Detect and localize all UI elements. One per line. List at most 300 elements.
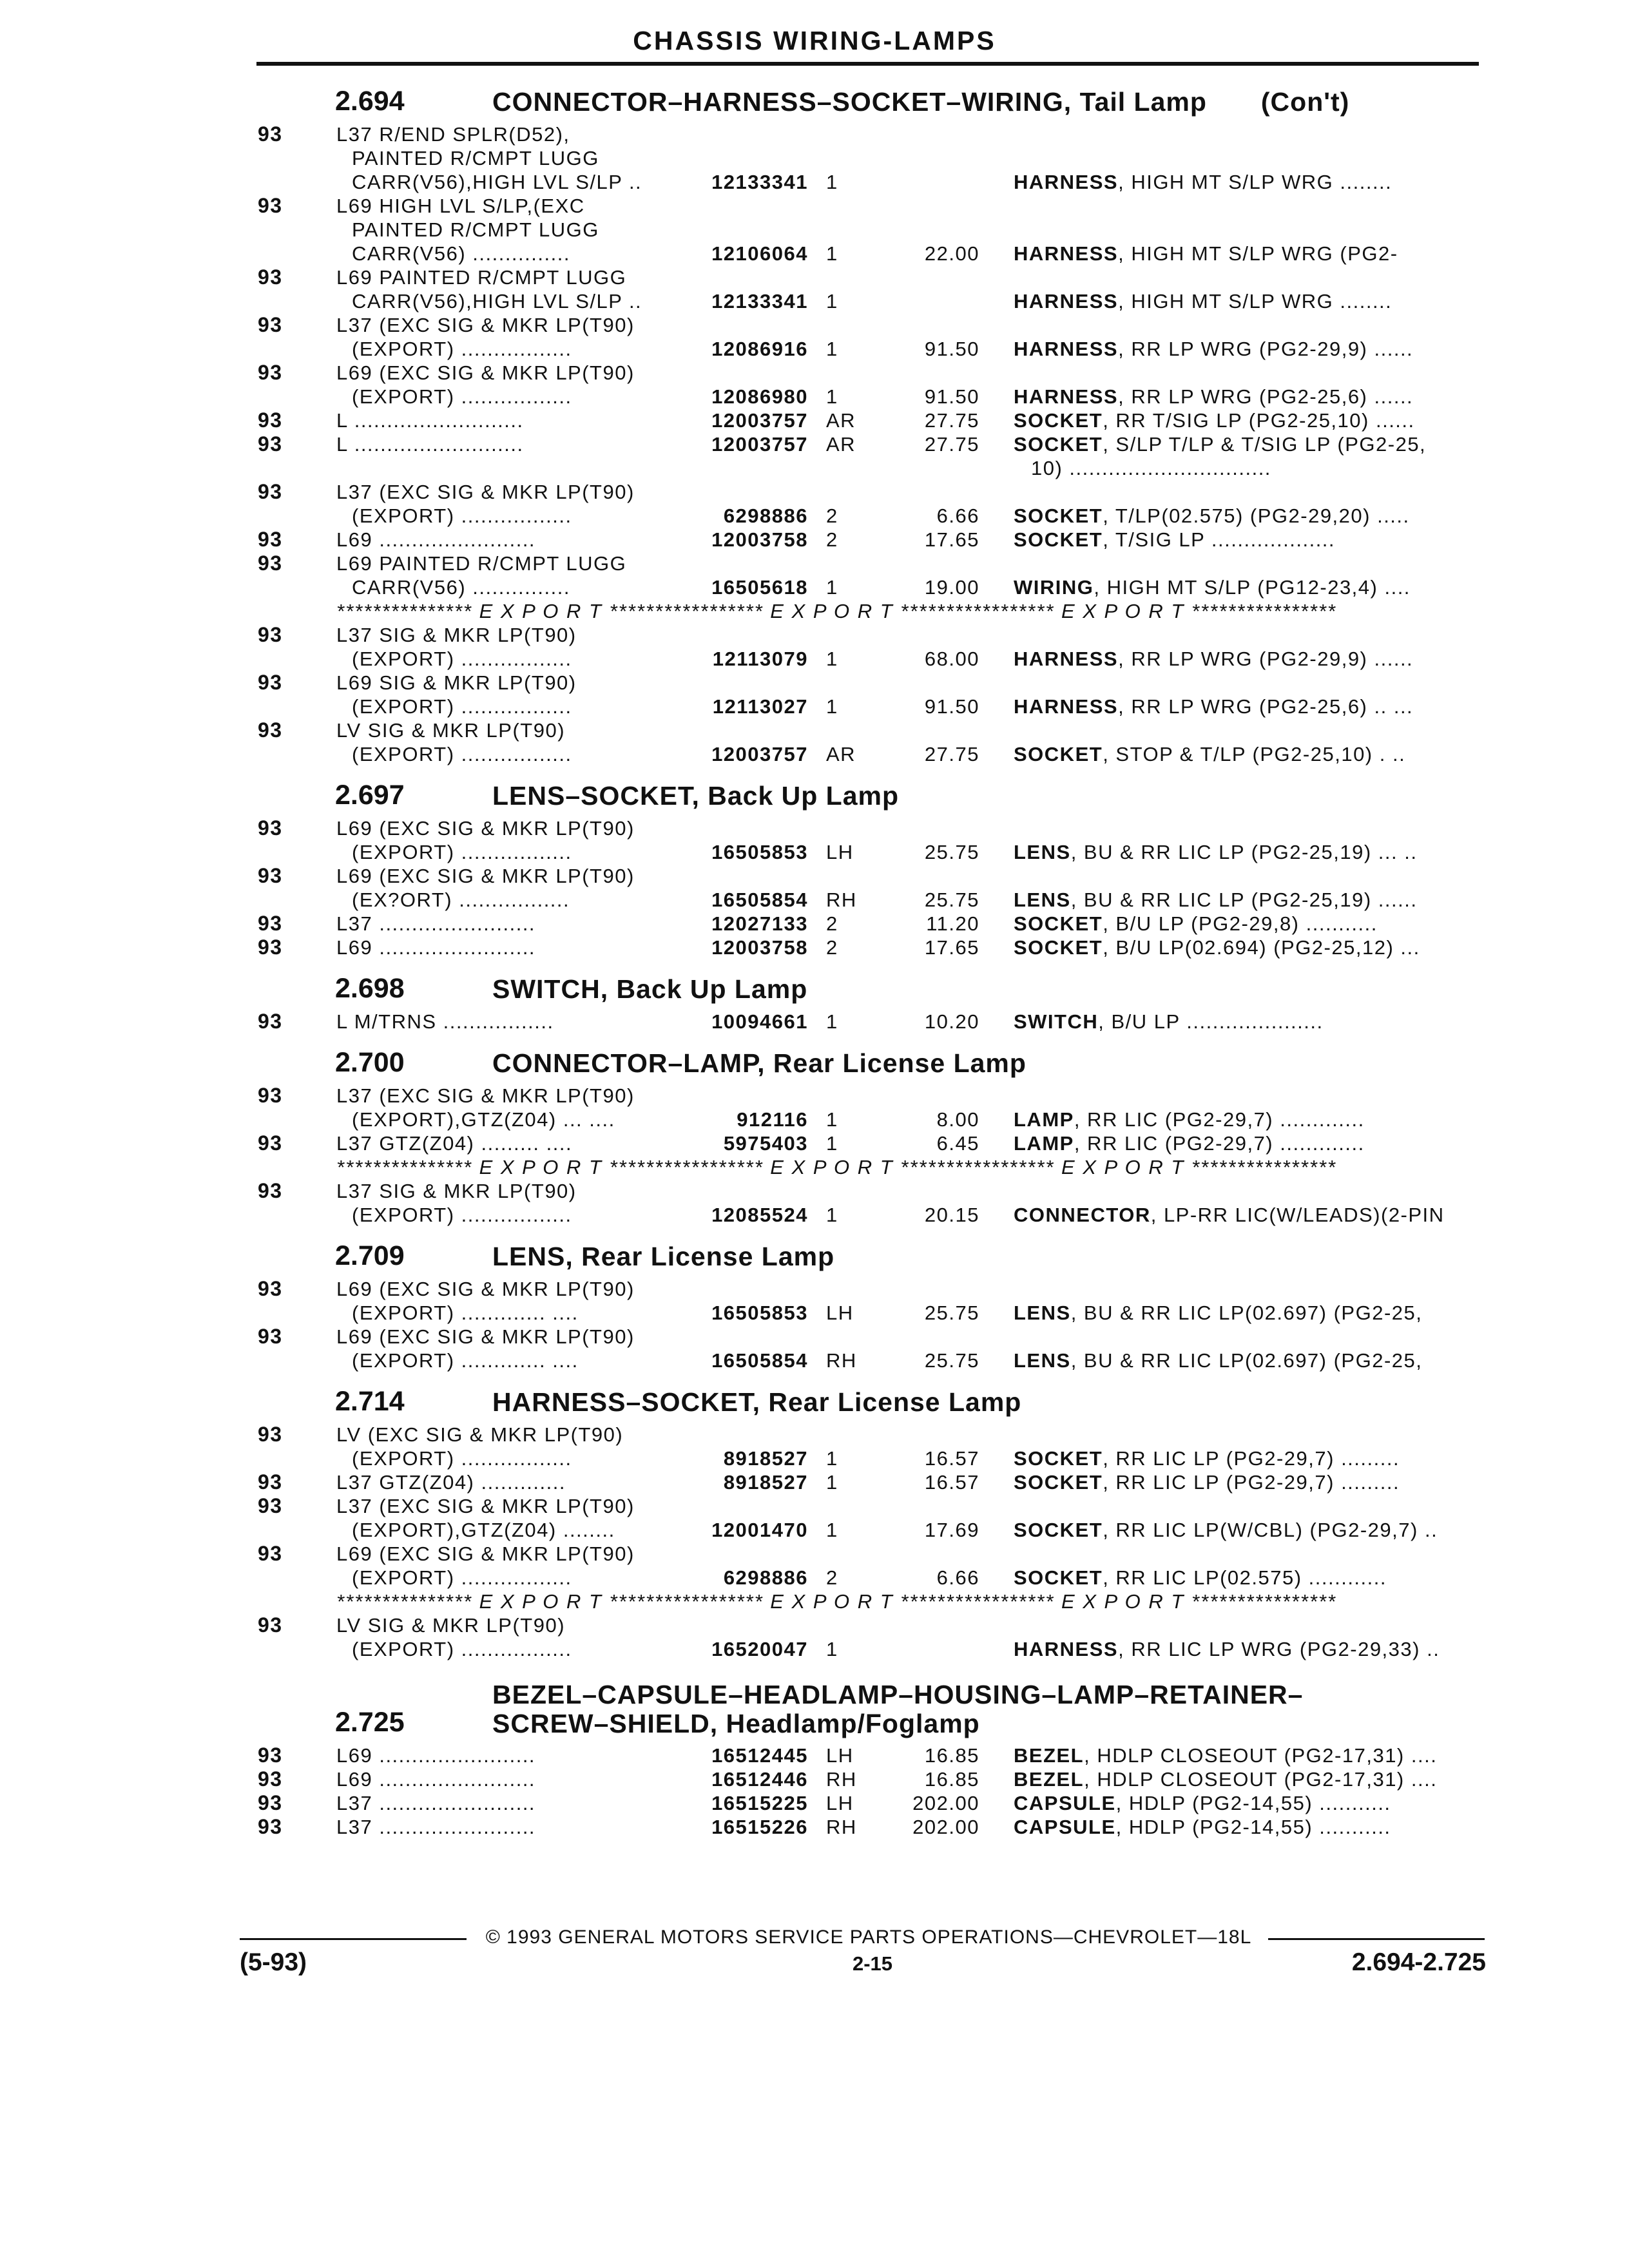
part-description-text: , HDLP CLOSEOUT (PG2-17,31) .... xyxy=(1084,1768,1438,1791)
quantity: RH xyxy=(826,1768,857,1791)
entry-line xyxy=(0,718,1629,742)
part-name: WIRING xyxy=(1014,576,1094,599)
entry-line xyxy=(0,575,1629,599)
section-number: 2.714 xyxy=(335,1386,405,1417)
quantity: 2 xyxy=(826,528,838,551)
entry-line xyxy=(0,671,1629,695)
quantity: 1 xyxy=(826,1108,838,1131)
quantity: 1 xyxy=(826,242,838,265)
part-entry xyxy=(0,1542,1629,1590)
section-title xyxy=(492,1242,834,1272)
part-name: SOCKET xyxy=(1014,1566,1103,1589)
quantity: 1 xyxy=(826,338,838,360)
quantity: 1 xyxy=(826,1132,838,1155)
part-number: 16512446 xyxy=(711,1768,808,1791)
section-header xyxy=(0,1375,1629,1423)
model-year: 93 xyxy=(258,1470,283,1494)
model-year: 93 xyxy=(258,1744,283,1767)
application-text: L69 SIG & MKR LP(T90) xyxy=(336,671,577,694)
application-text: L69 ........................ xyxy=(336,1744,536,1767)
part-name: HARNESS xyxy=(1014,338,1119,360)
part-entry xyxy=(0,1744,1629,1767)
part-description-text: , T/LP(02.575) (PG2-29,20) ..... xyxy=(1103,505,1410,527)
price: 16.85 xyxy=(924,1768,979,1791)
price: 91.50 xyxy=(924,385,979,408)
entry-line xyxy=(0,122,1629,146)
model-year: 93 xyxy=(258,1613,283,1637)
part-description-text: , T/SIG LP ................... xyxy=(1103,528,1336,551)
model-year: 93 xyxy=(258,552,283,575)
application-text: (EXPORT) ............. .... xyxy=(352,1349,579,1372)
model-year: 93 xyxy=(258,361,283,384)
part-number: 912116 xyxy=(737,1108,808,1131)
entry-line xyxy=(0,480,1629,504)
part-entry xyxy=(0,313,1629,361)
part-description xyxy=(1014,1349,1478,1372)
part-entry xyxy=(0,1325,1629,1372)
application-text: L69 (EXC SIG & MKR LP(T90) xyxy=(336,865,635,887)
entry-line xyxy=(0,888,1629,912)
part-entry xyxy=(0,864,1629,912)
price: 8.00 xyxy=(936,1108,979,1131)
application-text: L M/TRNS ................. xyxy=(336,1010,554,1033)
model-year: 93 xyxy=(258,432,283,456)
price: 27.75 xyxy=(924,409,979,432)
part-name: LENS xyxy=(1014,841,1071,863)
part-number: 16505853 xyxy=(711,841,808,863)
quantity: AR xyxy=(826,433,856,456)
application-text: PAINTED R/CMPT LUGG xyxy=(352,218,599,241)
part-entry xyxy=(0,936,1629,959)
application-text: (EXPORT) ................. xyxy=(352,1638,572,1660)
entry-line xyxy=(0,1744,1629,1767)
entry-line xyxy=(0,194,1629,218)
entry-line xyxy=(0,289,1629,313)
entry-line xyxy=(0,912,1629,936)
price: 16.85 xyxy=(924,1744,979,1767)
part-entry xyxy=(0,432,1629,480)
entry-line xyxy=(0,313,1629,337)
part-entry xyxy=(0,912,1629,936)
application-text: (EXPORT) ................. xyxy=(352,385,572,408)
application-text: CARR(V56) ............... xyxy=(352,576,570,599)
application-text: L .......................... xyxy=(336,409,524,432)
part-description-text: , RR LIC LP(02.575) ............ xyxy=(1103,1566,1387,1589)
part-name: HARNESS xyxy=(1014,385,1119,408)
application-text: CARR(V56),HIGH LVL S/LP .. xyxy=(352,290,642,312)
application-text: L37 (EXC SIG & MKR LP(T90) xyxy=(336,1495,635,1517)
part-number: 16520047 xyxy=(711,1638,808,1660)
part-description xyxy=(1014,1301,1478,1325)
price: 91.50 xyxy=(924,338,979,360)
application-text: (EXPORT) ................. xyxy=(352,841,572,863)
part-description xyxy=(1014,742,1478,766)
section-header xyxy=(0,1229,1629,1277)
part-description xyxy=(1014,840,1478,864)
part-description xyxy=(1014,1446,1478,1470)
application-text: L69 HIGH LVL S/LP,(EXC xyxy=(336,195,585,217)
part-name: HARNESS xyxy=(1014,290,1119,312)
entry-line xyxy=(0,1108,1629,1131)
section-header xyxy=(0,962,1629,1010)
application-text: L37 SIG & MKR LP(T90) xyxy=(336,624,577,646)
part-description-text: , HIGH MT S/LP (PG12-23,4) .... xyxy=(1094,576,1411,599)
price: 20.15 xyxy=(924,1204,979,1226)
part-description xyxy=(1014,337,1478,361)
entry-line xyxy=(0,1791,1629,1815)
entry-line xyxy=(0,1277,1629,1301)
entry-line xyxy=(0,1518,1629,1542)
part-number: 16512445 xyxy=(711,1744,808,1767)
part-name: SOCKET xyxy=(1014,1471,1103,1494)
quantity: RH xyxy=(826,1816,857,1838)
part-entry xyxy=(0,1423,1629,1470)
part-name: HARNESS xyxy=(1014,648,1119,670)
entry-line xyxy=(0,695,1629,718)
model-year: 93 xyxy=(258,1277,283,1300)
application-text: LV SIG & MKR LP(T90) xyxy=(336,1614,566,1637)
application-text: L69 PAINTED R/CMPT LUGG xyxy=(336,266,627,289)
application-text: L37 (EXC SIG & MKR LP(T90) xyxy=(336,314,635,336)
part-description xyxy=(1014,1744,1478,1767)
part-description-text: , RR T/SIG LP (PG2-25,10) ...... xyxy=(1103,409,1415,432)
price: 11.20 xyxy=(926,912,979,935)
part-entry xyxy=(0,528,1629,552)
part-description-text: , S/LP T/LP & T/SIG LP (PG2-25, xyxy=(1103,433,1427,456)
part-name: LAMP xyxy=(1014,1132,1074,1155)
application-text: L69 (EXC SIG & MKR LP(T90) xyxy=(336,817,635,840)
section-title xyxy=(492,1680,1303,1738)
part-name: LENS xyxy=(1014,1302,1071,1324)
entry-line xyxy=(0,1423,1629,1446)
part-description-text: , HDLP (PG2-14,55) ........... xyxy=(1115,1816,1391,1838)
quantity: 2 xyxy=(826,912,838,935)
quantity: LH xyxy=(826,841,854,863)
quantity: 1 xyxy=(826,1010,838,1033)
part-entry xyxy=(0,1084,1629,1131)
quantity: 1 xyxy=(826,648,838,670)
application-text: (EXPORT) ................. xyxy=(352,1447,572,1470)
part-description xyxy=(1014,575,1478,599)
part-description xyxy=(1014,1010,1478,1033)
application-text: L37 GTZ(Z04) ......... .... xyxy=(336,1132,573,1155)
entry-line xyxy=(0,1349,1629,1372)
footer-rule-left xyxy=(240,1938,467,1940)
part-name: SOCKET xyxy=(1014,1447,1103,1470)
application-text: L69 (EXC SIG & MKR LP(T90) xyxy=(336,1278,635,1300)
part-entry xyxy=(0,194,1629,265)
part-name: CAPSULE xyxy=(1014,1816,1116,1838)
part-description xyxy=(1014,912,1478,936)
part-number: 10094661 xyxy=(711,1010,808,1033)
part-name: HARNESS xyxy=(1014,1638,1119,1660)
section-title xyxy=(492,1387,1021,1418)
entry-line xyxy=(0,432,1629,456)
part-name: SOCKET xyxy=(1014,433,1103,456)
part-number: 12003758 xyxy=(711,528,808,551)
part-number: 12133341 xyxy=(711,171,808,193)
part-description xyxy=(1014,1637,1478,1661)
section-number: 2.700 xyxy=(335,1047,405,1078)
catalog-content xyxy=(0,72,1629,1839)
application-text: L37 SIG & MKR LP(T90) xyxy=(336,1180,577,1202)
model-year: 93 xyxy=(258,816,283,840)
price: 27.75 xyxy=(924,433,979,456)
price: 27.75 xyxy=(924,743,979,765)
application-text: (EXPORT),GTZ(Z04) ... .... xyxy=(352,1108,615,1131)
part-description xyxy=(1014,528,1478,552)
section-header xyxy=(0,1664,1629,1744)
part-name: LENS xyxy=(1014,1349,1071,1372)
section-number: 2.694 xyxy=(335,86,405,117)
entry-line xyxy=(0,1010,1629,1033)
application-text: L37 (EXC SIG & MKR LP(T90) xyxy=(336,481,635,503)
part-description-text: , HIGH MT S/LP WRG ........ xyxy=(1118,290,1393,312)
part-description-text: , RR LIC LP (PG2-29,7) ......... xyxy=(1103,1471,1400,1494)
entry-line xyxy=(0,623,1629,647)
part-description xyxy=(1014,289,1478,313)
part-number: 5975403 xyxy=(723,1132,808,1155)
part-number: 16505618 xyxy=(711,576,808,599)
model-year: 93 xyxy=(258,480,283,503)
model-year: 93 xyxy=(258,912,283,935)
part-description xyxy=(1014,1518,1478,1542)
part-description-text: , RR LIC LP WRG (PG2-29,33) .. xyxy=(1118,1638,1440,1660)
application-text: (EXPORT) ................. xyxy=(352,505,572,527)
entry-line xyxy=(0,1637,1629,1661)
part-number: 12113079 xyxy=(712,648,808,670)
entry-line xyxy=(0,1446,1629,1470)
part-number: 12133341 xyxy=(711,290,808,312)
part-description-text: , RR LP WRG (PG2-25,6) .. ... xyxy=(1118,695,1414,718)
part-description-text: , STOP & T/LP (PG2-25,10) . .. xyxy=(1103,743,1406,765)
application-text: L69 (EXC SIG & MKR LP(T90) xyxy=(336,361,635,384)
price: 6.66 xyxy=(936,1566,979,1589)
part-description-text: 10) ............................... xyxy=(1031,457,1271,479)
part-entry xyxy=(0,1010,1629,1033)
part-number: 12106064 xyxy=(711,242,808,265)
entry-line xyxy=(0,1470,1629,1494)
entry-line xyxy=(0,936,1629,959)
model-year: 93 xyxy=(258,528,283,551)
entry-line xyxy=(0,337,1629,361)
part-number: 12086980 xyxy=(711,385,808,408)
part-description xyxy=(1031,456,1478,480)
section-title-text: SWITCH, Back Up Lamp xyxy=(492,974,808,1004)
entry-line xyxy=(0,265,1629,289)
price: 6.66 xyxy=(936,505,979,527)
part-number: 12086916 xyxy=(711,338,808,360)
part-description xyxy=(1014,888,1478,912)
price: 17.65 xyxy=(924,936,979,959)
part-name: CAPSULE xyxy=(1014,1792,1116,1814)
part-description xyxy=(1014,170,1478,194)
section-title xyxy=(492,974,807,1004)
price: 19.00 xyxy=(924,576,979,599)
quantity: 1 xyxy=(826,1519,838,1541)
model-year: 93 xyxy=(258,718,283,742)
part-number: 12001470 xyxy=(711,1519,808,1541)
export-divider: *************** E X P O R T ***************** E X P O R T ***************** E X P O R T **************** xyxy=(336,1156,1336,1178)
entry-line xyxy=(0,1084,1629,1108)
model-year: 93 xyxy=(258,1791,283,1814)
price: 16.57 xyxy=(924,1447,979,1470)
model-year: 93 xyxy=(258,1542,283,1565)
quantity: 1 xyxy=(826,1447,838,1470)
section-title xyxy=(492,87,1349,117)
part-description xyxy=(1014,1131,1478,1155)
part-entry xyxy=(0,1179,1629,1227)
part-name: CONNECTOR xyxy=(1014,1204,1151,1226)
price: 25.75 xyxy=(924,841,979,863)
application-text: L37 GTZ(Z04) ............. xyxy=(336,1471,566,1494)
part-number: 6298886 xyxy=(723,505,808,527)
entry-line xyxy=(0,1203,1629,1227)
part-name: SOCKET xyxy=(1014,743,1103,765)
application-text: (EXPORT) ................. xyxy=(352,1566,572,1589)
part-entry xyxy=(0,671,1629,718)
part-number: 8918527 xyxy=(723,1447,808,1470)
part-description xyxy=(1014,1815,1478,1839)
part-entry xyxy=(0,1494,1629,1542)
application-text: (EXPORT),GTZ(Z04) ........ xyxy=(352,1519,615,1541)
model-year: 93 xyxy=(258,1815,283,1838)
quantity: 1 xyxy=(826,290,838,312)
entry-line xyxy=(0,647,1629,671)
section-number: 2.725 xyxy=(335,1707,405,1738)
part-name: LAMP xyxy=(1014,1108,1074,1131)
entry-line xyxy=(0,816,1629,840)
entry-line xyxy=(0,1301,1629,1325)
part-description-text: , HIGH MT S/LP WRG ........ xyxy=(1118,171,1393,193)
application-text: L .......................... xyxy=(336,433,524,456)
part-entry xyxy=(0,1613,1629,1661)
section-number: 2.709 xyxy=(335,1240,405,1271)
quantity: 1 xyxy=(826,1204,838,1226)
application-text: L69 PAINTED R/CMPT LUGG xyxy=(336,552,627,575)
price: 6.45 xyxy=(936,1132,979,1155)
price: 25.75 xyxy=(924,1349,979,1372)
quantity: LH xyxy=(826,1302,854,1324)
model-year: 93 xyxy=(258,1494,283,1517)
part-description-text: , B/U LP (PG2-29,8) ........... xyxy=(1103,912,1378,935)
section-title-text: LENS, Rear License Lamp xyxy=(492,1242,835,1271)
section-title-text: LENS–SOCKET, Back Up Lamp xyxy=(492,781,900,811)
quantity: LH xyxy=(826,1744,854,1767)
part-name: LENS xyxy=(1014,889,1071,911)
model-year: 93 xyxy=(258,1179,283,1202)
model-year: 93 xyxy=(258,313,283,336)
entry-line xyxy=(0,840,1629,864)
entry-line xyxy=(0,1613,1629,1637)
entry-line xyxy=(0,864,1629,888)
part-entry xyxy=(0,361,1629,408)
application-text: (EXPORT) ................. xyxy=(352,743,572,765)
part-description-text: , HIGH MT S/LP WRG (PG2- xyxy=(1118,242,1398,265)
part-number: 6298886 xyxy=(723,1566,808,1589)
part-name: BEZEL xyxy=(1014,1768,1084,1791)
price: 10.20 xyxy=(924,1010,979,1033)
part-entry xyxy=(0,1767,1629,1791)
part-description-text: , BU & RR LIC LP (PG2-25,19) ...... xyxy=(1070,889,1418,911)
part-name: HARNESS xyxy=(1014,242,1119,265)
model-year: 93 xyxy=(258,671,283,694)
part-description xyxy=(1014,647,1478,671)
part-number: 12113027 xyxy=(712,695,808,718)
application-text: L37 (EXC SIG & MKR LP(T90) xyxy=(336,1084,635,1107)
part-number: 12003758 xyxy=(711,936,808,959)
quantity: LH xyxy=(826,1792,854,1814)
part-name: BEZEL xyxy=(1014,1744,1084,1767)
part-entry xyxy=(0,552,1629,599)
part-entry xyxy=(0,122,1629,194)
application-text: PAINTED R/CMPT LUGG xyxy=(352,147,599,169)
part-name: SOCKET xyxy=(1014,936,1103,959)
export-divider: *************** E X P O R T ***************** E X P O R T ***************** E X P O R T **************** xyxy=(336,1590,1336,1613)
part-number: 16505854 xyxy=(711,1349,808,1372)
model-year: 93 xyxy=(258,265,283,289)
part-description xyxy=(1014,1108,1478,1131)
section-title-line2: SCREW–SHIELD, Headlamp/Foglamp xyxy=(492,1709,980,1738)
price: 17.69 xyxy=(924,1519,979,1541)
entry-line xyxy=(0,456,1629,480)
part-description-text: , RR LP WRG (PG2-25,6) ...... xyxy=(1118,385,1414,408)
entry-line xyxy=(0,146,1629,170)
entry-line xyxy=(0,170,1629,194)
application-text: L69 ........................ xyxy=(336,1768,536,1791)
application-text: L37 ........................ xyxy=(336,912,536,935)
part-description xyxy=(1014,504,1478,528)
price: 91.50 xyxy=(924,695,979,718)
model-year: 93 xyxy=(258,122,283,146)
application-text: L37 R/END SPLR(D52), xyxy=(336,123,570,146)
section-number: 2.697 xyxy=(335,780,405,811)
section-number: 2.698 xyxy=(335,973,405,1004)
price: 202.00 xyxy=(912,1792,979,1814)
part-entry xyxy=(0,1791,1629,1815)
quantity: AR xyxy=(826,409,856,432)
part-description-text: , BU & RR LIC LP(02.697) (PG2-25, xyxy=(1070,1302,1423,1324)
part-name: SOCKET xyxy=(1014,912,1103,935)
entry-line xyxy=(0,528,1629,552)
quantity: 1 xyxy=(826,385,838,408)
footer-page-number: 2-15 xyxy=(852,1952,893,1975)
part-name: SOCKET xyxy=(1014,1519,1103,1541)
part-description-text: , RR LP WRG (PG2-29,9) ...... xyxy=(1118,338,1414,360)
application-text: L69 ........................ xyxy=(336,528,536,551)
part-number: 16505853 xyxy=(711,1302,808,1324)
part-description xyxy=(1014,1203,1478,1227)
section-title-text: BEZEL–CAPSULE–HEADLAMP–HOUSING–LAMP–RETAINER– xyxy=(492,1680,1304,1709)
quantity: 1 xyxy=(826,1638,838,1660)
application-text: LV SIG & MKR LP(T90) xyxy=(336,719,566,742)
part-description xyxy=(1014,1470,1478,1494)
application-text: (EXPORT) ................. xyxy=(352,648,572,670)
part-entry xyxy=(0,718,1629,766)
part-description-text: , LP-RR LIC(W/LEADS)(2-PIN xyxy=(1150,1204,1445,1226)
part-description xyxy=(1014,385,1478,408)
part-number: 12027133 xyxy=(711,912,808,935)
price: 25.75 xyxy=(924,889,979,911)
part-name: SOCKET xyxy=(1014,528,1103,551)
part-description xyxy=(1014,1566,1478,1590)
part-description-text: , B/U LP(02.694) (PG2-25,12) ... xyxy=(1103,936,1420,959)
part-description xyxy=(1014,695,1478,718)
quantity: AR xyxy=(826,743,856,765)
model-year: 93 xyxy=(258,408,283,432)
price: 68.00 xyxy=(924,648,979,670)
quantity: 2 xyxy=(826,936,838,959)
